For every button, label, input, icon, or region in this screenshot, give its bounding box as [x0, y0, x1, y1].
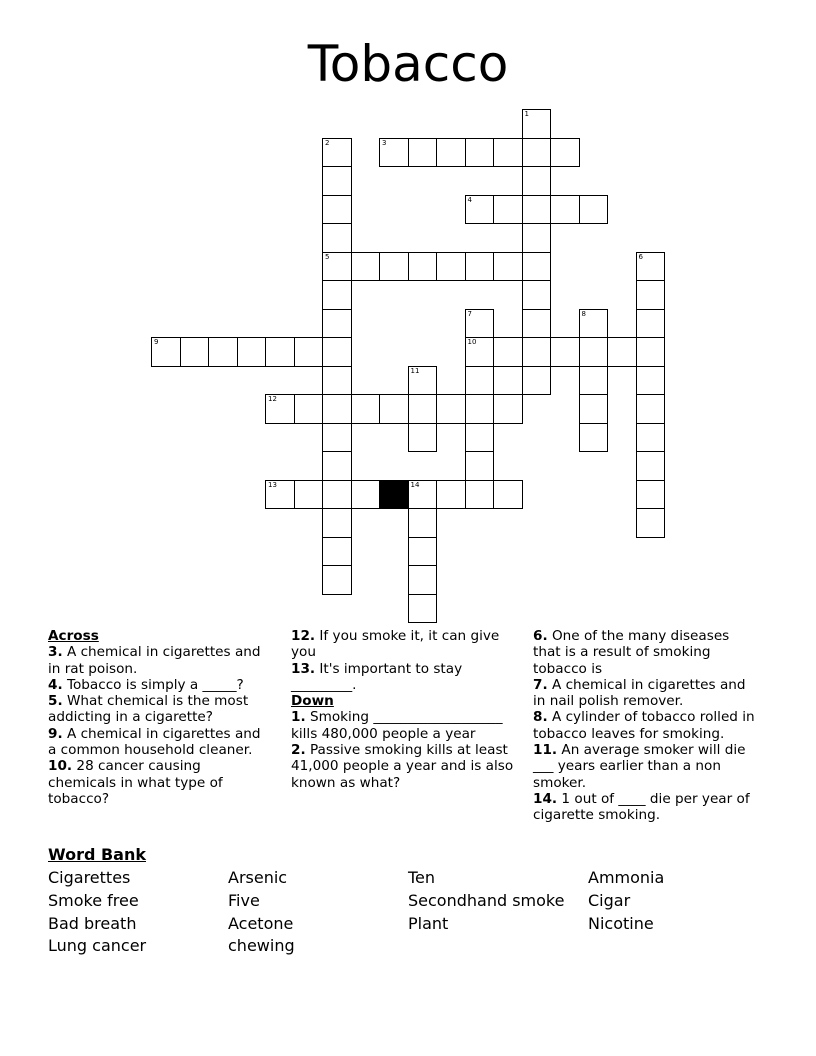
grid-cell[interactable] [351, 480, 381, 510]
grid-cell[interactable] [322, 138, 352, 168]
down-clue-11: 11. An average smoker will die ___ years earlier than a non smoker. [533, 742, 746, 791]
grid-cell[interactable] [522, 109, 552, 139]
grid-cell[interactable] [636, 480, 666, 510]
grid-cell[interactable] [379, 394, 409, 424]
word-bank-column-2 [228, 867, 295, 958]
grid-cell[interactable] [436, 394, 466, 424]
grid-cell[interactable] [522, 309, 552, 339]
across-clue-3: 3. A chemical in cigarettes and in rat poison. [48, 644, 261, 677]
grid-cell[interactable] [493, 195, 523, 225]
across-clue-5: 5. What chemical is the most addicting in a cigarette? [48, 693, 249, 726]
grid-cell[interactable] [322, 223, 352, 253]
grid-cell[interactable] [550, 195, 580, 225]
grid-cell[interactable] [493, 252, 523, 282]
word-bank-item: Ammonia [588, 868, 665, 887]
grid-cell[interactable] [465, 451, 495, 481]
word-bank-column-3 [408, 867, 564, 935]
cell-number: 10 [467, 338, 477, 346]
word-bank-item: Cigar [588, 890, 631, 910]
grid-cell[interactable] [436, 480, 466, 510]
grid-cell[interactable] [379, 480, 409, 510]
grid-cell[interactable] [522, 337, 552, 367]
word-bank-item: Plant [408, 913, 449, 933]
down-clue-14: 14. 1 out of ____ die per year of cigarette smoking. [533, 790, 750, 824]
grid-cell[interactable] [493, 480, 523, 510]
word-bank-item: chewing [228, 936, 295, 956]
cell-number: 9 [154, 338, 159, 346]
cell-number: 6 [638, 252, 643, 261]
grid-cell[interactable] [636, 337, 666, 367]
grid-cell[interactable] [322, 565, 352, 595]
grid-cell[interactable] [636, 252, 666, 282]
across-clue-10: 10. 28 cancer causing chemicals in what type of tobacco? [48, 758, 223, 807]
grid-cell[interactable] [636, 394, 666, 424]
across-clue-9: 9. A chemical in cigarettes and a common household cleaner. [48, 725, 261, 759]
grid-cell[interactable] [322, 480, 352, 510]
word-bank-item: Smoke free [48, 890, 139, 910]
grid-cell[interactable] [294, 337, 324, 367]
grid-cell[interactable] [579, 366, 609, 396]
grid-cell[interactable] [408, 252, 438, 282]
cell-number: 3 [382, 138, 387, 147]
grid-cell[interactable] [636, 280, 666, 310]
grid-cell[interactable] [379, 252, 409, 282]
word-bank-item: Lung cancer [48, 936, 147, 956]
word-bank-item: Acetone [228, 913, 294, 933]
grid-cell[interactable] [465, 480, 495, 510]
grid-cell[interactable] [522, 223, 552, 253]
puzzle-title: Tobacco [307, 35, 509, 93]
grid-cell[interactable] [322, 195, 352, 225]
across-clue-4: 4. Tobacco is simply a _____? [48, 676, 244, 693]
grid-cell[interactable] [436, 138, 466, 168]
grid-cell[interactable] [493, 366, 523, 396]
grid-cell[interactable] [408, 138, 438, 168]
grid-cell[interactable] [322, 394, 352, 424]
grid-cell[interactable] [522, 366, 552, 396]
grid-cell[interactable] [408, 366, 438, 396]
word-bank-item: Five [228, 890, 260, 910]
grid-cell[interactable] [322, 252, 352, 282]
grid-cell[interactable] [322, 166, 352, 196]
grid-cell[interactable] [636, 309, 666, 339]
grid-cell[interactable] [408, 537, 438, 567]
cell-number: 4 [467, 195, 472, 204]
cell-number: 8 [581, 309, 586, 318]
grid-cell[interactable] [408, 423, 438, 453]
grid-cell[interactable] [636, 451, 666, 481]
grid-cell[interactable] [180, 337, 210, 367]
down-clue-2: 2. Passive smoking kills at least 41,000 people a year and is also known as what? [291, 742, 514, 791]
word-bank-item: Secondhand smoke [408, 890, 565, 910]
grid-cell[interactable] [579, 423, 609, 453]
grid-cell[interactable] [208, 337, 238, 367]
down-clue-6: 6. One of the many diseases that is a result of smoking tobacco is [533, 628, 730, 677]
cell-number: 5 [325, 252, 330, 261]
grid-cell[interactable] [550, 138, 580, 168]
grid-cell[interactable] [465, 138, 495, 168]
grid-cell[interactable] [636, 423, 666, 453]
word-bank-column-4 [588, 867, 664, 935]
grid-cell[interactable] [550, 337, 580, 367]
cell-number: 11 [410, 366, 420, 375]
grid-cell[interactable] [579, 337, 609, 367]
grid-cell[interactable] [579, 309, 609, 339]
grid-cell[interactable] [322, 366, 352, 396]
grid-cell[interactable] [493, 394, 523, 424]
grid-cell[interactable] [408, 480, 438, 510]
cell-number: 13 [268, 480, 277, 489]
grid-cell[interactable] [408, 508, 438, 538]
grid-cell[interactable] [465, 366, 495, 396]
down-clue-1: 1. Smoking ___________________ kills 480,000 people a year [291, 709, 503, 742]
grid-cell[interactable] [322, 508, 352, 538]
cell-number: 14 [410, 480, 420, 489]
grid-cell[interactable] [579, 394, 609, 424]
grid-cell[interactable] [465, 252, 495, 282]
word-bank-item: Ten [408, 868, 436, 887]
grid-cell[interactable] [465, 309, 495, 339]
grid-cell[interactable] [636, 508, 666, 538]
word-bank-item: Cigarettes [48, 868, 131, 887]
grid-cell[interactable] [522, 166, 552, 196]
cell-number: 7 [467, 309, 472, 318]
word-bank-column-1 [48, 867, 146, 958]
grid-cell[interactable] [351, 252, 381, 282]
grid-cell[interactable] [237, 337, 267, 367]
grid-cell[interactable] [322, 309, 352, 339]
grid-cell[interactable] [465, 394, 495, 424]
cell-number: 1 [524, 110, 529, 118]
grid-cell[interactable] [408, 394, 438, 424]
grid-cell[interactable] [579, 195, 609, 225]
grid-cell[interactable] [265, 394, 295, 424]
clues-column-1 [48, 628, 270, 807]
grid-cell[interactable] [522, 138, 552, 168]
down-clue-8: 8. A cylinder of tobacco rolled in tobacco leaves for smoking. [533, 709, 755, 742]
grid-cell[interactable] [322, 337, 352, 367]
grid-cell[interactable] [408, 565, 438, 595]
across-clue-13: 13. It's important to stay _________. [291, 660, 463, 693]
grid-cell[interactable] [522, 280, 552, 310]
grid-cell[interactable] [607, 337, 637, 367]
clues-column-2 [291, 628, 516, 791]
grid-cell[interactable] [322, 451, 352, 481]
grid-cell[interactable] [522, 252, 552, 282]
grid-cell[interactable] [465, 423, 495, 453]
word-bank-heading: Word Bank [48, 845, 147, 864]
cell-number: 12 [268, 395, 277, 403]
word-bank-item: Arsenic [228, 868, 288, 887]
grid-cell[interactable] [351, 394, 381, 424]
cell-number: 2 [325, 138, 330, 147]
word-bank-item: Nicotine [588, 913, 654, 933]
grid-cell[interactable] [493, 337, 523, 367]
clues-column-3 [533, 628, 758, 824]
down-heading: Down [291, 693, 334, 710]
down-clue-7: 7. A chemical in cigarettes and in nail polish remover. [533, 676, 746, 710]
across-clue-12: 12. If you smoke it, it can give you [291, 628, 500, 661]
grid-cell[interactable] [265, 337, 295, 367]
grid-cell[interactable] [322, 423, 352, 453]
grid-cell[interactable] [294, 394, 324, 424]
grid-cell[interactable] [294, 480, 324, 510]
grid-cell[interactable] [265, 480, 295, 510]
word-bank-item: Bad breath [48, 913, 137, 933]
grid-cell[interactable] [636, 366, 666, 396]
grid-cell[interactable] [151, 337, 181, 367]
grid-cell[interactable] [493, 138, 523, 168]
grid-cell[interactable] [465, 337, 495, 367]
grid-cell[interactable] [465, 195, 495, 225]
grid-cell[interactable] [322, 537, 352, 567]
grid-cell[interactable] [522, 195, 552, 225]
across-heading: Across [48, 628, 99, 644]
grid-cell[interactable] [379, 138, 409, 168]
grid-cell[interactable] [436, 252, 466, 282]
grid-cell[interactable] [322, 280, 352, 310]
grid-cell[interactable] [408, 594, 438, 624]
